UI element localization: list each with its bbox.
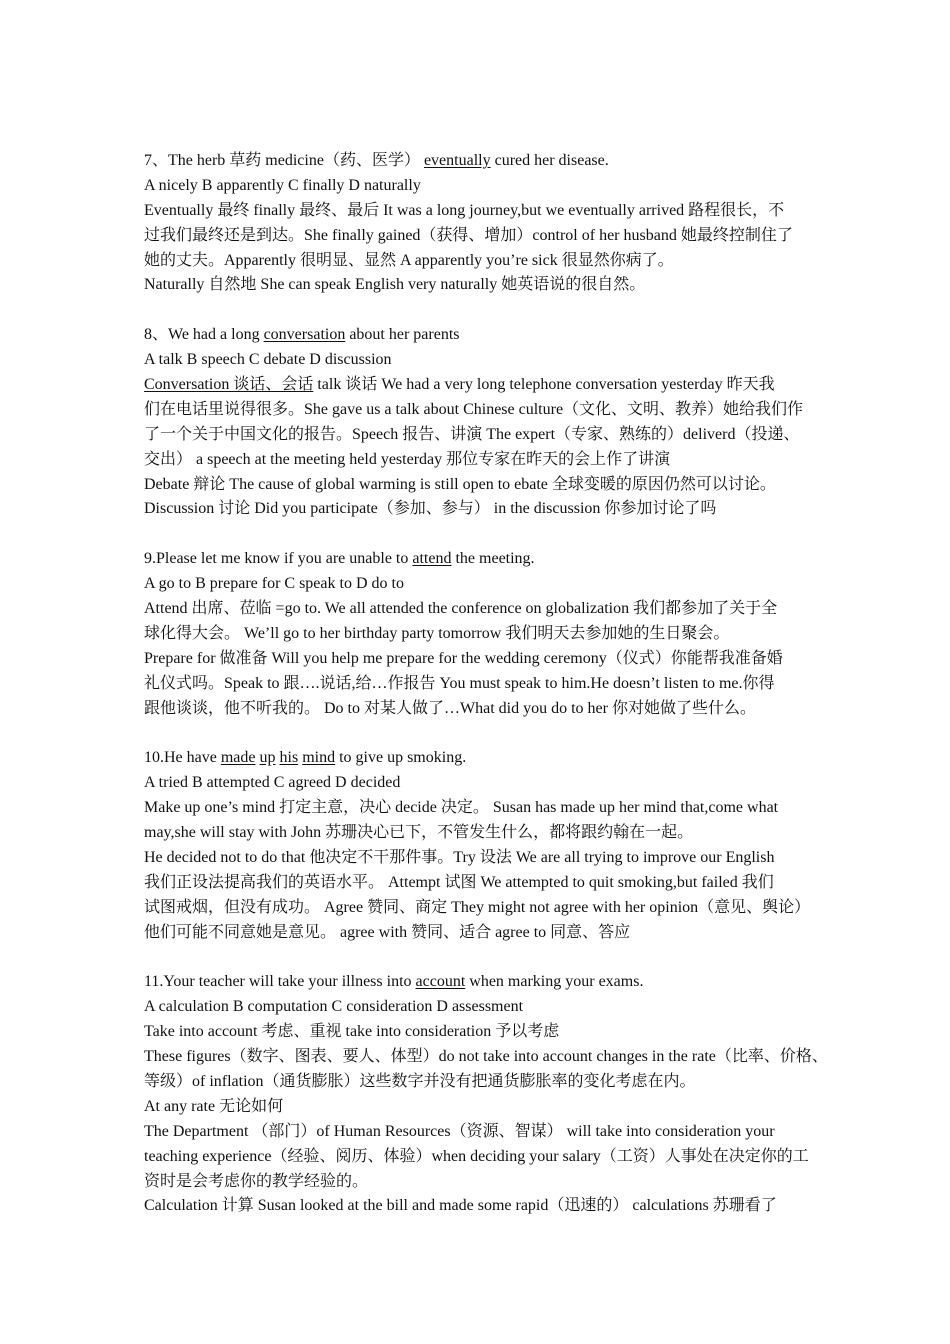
q8-stem-text-a: 8、We had a long xyxy=(144,326,264,344)
explanation-line: teaching experience（经验、阅历、体验）when deciding your salary（工资）人事处在决定你的工 xyxy=(144,1147,809,1165)
question-7-options: A nicely B apparently C finally D naturally xyxy=(144,176,421,194)
q9-underlined-word: attend xyxy=(412,550,452,568)
q8-underlined-term: Conversation 谈话、会话 xyxy=(144,376,314,394)
q11-stem-text-a: 11.Your teacher will take your illness into xyxy=(144,973,416,991)
question-9 xyxy=(144,547,816,721)
question-8-options: A talk B speech C debate D discussion xyxy=(144,351,392,369)
explanation-line: Attend 出席、莅临 =go to. We all attended the conference on globalization 我们都参加了关于全 xyxy=(144,600,778,618)
question-11 xyxy=(144,970,828,1219)
explanation-line: Eventually 最终 finally 最终、最后 It was a long journey,but we eventually arrived 路程很长，不 xyxy=(144,201,785,219)
explanation-line: 她的丈夫。Apparently 很明显、显然 A apparently you’re sick 很显然你病了。 xyxy=(144,251,674,269)
explanation-line: Take into account 考虑、重视 take into consideration 予以考虑 xyxy=(144,1023,560,1041)
explanation-line: Debate 辩论 The cause of global warming is still open to ebate 全球变暖的原因仍然可以讨论。 xyxy=(144,475,776,493)
explanation-line: The Department （部门）of Human Resources（资源、智谋） will take into consideration your xyxy=(144,1122,775,1140)
q10-underlined-word: up xyxy=(259,749,276,767)
explanation-line: He decided not to do that 他决定不干那件事。Try 设法 We are all trying to improve our English xyxy=(144,848,775,866)
q8-stem-text-b: about her parents xyxy=(345,326,460,344)
question-7-stem xyxy=(144,149,816,174)
question-10-options: A tried B attempted C agreed D decided xyxy=(144,774,401,792)
q10-stem-text-b: to give up smoking. xyxy=(335,749,467,767)
explanation-line: 等级）of inflation（通货膨胀）这些数字并没有把通货膨胀率的变化考虑在内。 xyxy=(144,1072,696,1090)
q8-explanation-text: talk 谈话 We had a very long telephone conversation yesterday 昨天我 xyxy=(313,376,775,394)
question-7 xyxy=(144,149,816,298)
question-8-stem xyxy=(144,323,816,348)
q11-stem-text-b: when marking your exams. xyxy=(465,973,644,991)
explanation-line: 了一个关于中国文化的报告。Speech 报告、讲演 The expert（专家、熟练的）deliverd（投递、 xyxy=(144,425,800,443)
spacer xyxy=(144,298,816,323)
explanation-line: may,she will stay with John 苏珊决心已下，不管发生什么，都将跟约翰在一起。 xyxy=(144,824,694,842)
explanation-line: Calculation 计算 Susan looked at the bill and made some rapid（迅速的） calculations 苏珊看了 xyxy=(144,1197,777,1215)
explanation-line: 们在电话里说得很多。She gave us a talk about Chinese culture（文化、文明、教养）她给我们作 xyxy=(144,400,804,418)
question-10-stem xyxy=(144,746,816,771)
explanation-line: Discussion 讨论 Did you participate（参加、参与） in the discussion 你参加讨论了吗 xyxy=(144,500,717,518)
q7-stem-text-b: cured her disease. xyxy=(490,152,609,169)
q7-stem-text-a: 7、The herb 草药 medicine（药、医学） xyxy=(144,152,424,169)
q10-stem-text-a: 10.He have xyxy=(144,749,221,767)
q8-underlined-word: conversation xyxy=(263,326,346,344)
question-8 xyxy=(144,323,816,522)
q10-underlined-word: made xyxy=(220,749,256,767)
q9-stem-text-b: the meeting. xyxy=(451,550,535,568)
spacer xyxy=(144,522,816,547)
explanation-line: 跟他谈谈，他不听我的。 Do to 对某人做了…What did you do to her 你对她做了些什么。 xyxy=(144,699,756,717)
explanation-line: 我们正设法提高我们的英语水平。 Attempt 试图 We attempted to quit smoking,but failed 我们 xyxy=(144,873,774,891)
explanation-line: Naturally 自然地 She can speak English very naturally 她英语说的很自然。 xyxy=(144,276,646,294)
q9-stem-text-a: 9.Please let me know if you are unable to xyxy=(144,550,413,568)
question-11-stem xyxy=(144,970,816,995)
spacer xyxy=(144,946,816,971)
explanation-line: 他们可能不同意她是意见。 agree with 赞同、适合 agree to 同意、答应 xyxy=(144,923,631,941)
q10-underlined-word: his xyxy=(279,749,299,767)
document-page xyxy=(144,149,828,1219)
explanation-line: 球化得大会。 We’ll go to her birthday party tomorrow 我们明天去参加她的生日聚会。 xyxy=(144,624,730,642)
spacer xyxy=(144,721,816,746)
explanation-line: 交出） a speech at the meeting held yesterday 那位专家在昨天的会上作了讲演 xyxy=(144,450,671,468)
explanation-line: Prepare for 做准备 Will you help me prepare for the wedding ceremony（仪式）你能帮我准备婚 xyxy=(144,649,783,667)
question-9-stem xyxy=(144,547,816,572)
explanation-line: Make up one’s mind 打定主意，决心 decide 决定。 Susan has made up her mind that,come what xyxy=(144,799,779,817)
explanation-line xyxy=(144,373,816,398)
question-11-options: A calculation B computation C consideration D assessment xyxy=(144,998,524,1016)
explanation-line: 试图戒烟，但没有成功。 Agree 赞同、商定 They might not agree with her opinion（意见、舆论） xyxy=(144,898,811,916)
question-9-options: A go to B prepare for C speak to D do to xyxy=(144,575,404,593)
explanation-line: 资时是会考虑你的教学经验的。 xyxy=(144,1172,369,1190)
explanation-line: At any rate 无论如何 xyxy=(144,1097,284,1115)
q7-underlined-word: eventually xyxy=(423,152,491,169)
question-10 xyxy=(144,746,816,945)
explanation-line: 过我们最终还是到达。She finally gained（获得、增加）control of her husband 她最终控制住了 xyxy=(144,226,793,244)
explanation-line: These figures（数字、图表、要人、体型）do not take into account changes in the rate（比率、价格、 xyxy=(144,1048,828,1066)
q10-underlined-word: mind xyxy=(302,749,336,767)
q11-underlined-word: account xyxy=(415,973,466,991)
explanation-line: 礼仪式吗。Speak to 跟….说话,给…作报告 You must speak to him.He doesn’t listen to me.你得 xyxy=(144,674,775,692)
